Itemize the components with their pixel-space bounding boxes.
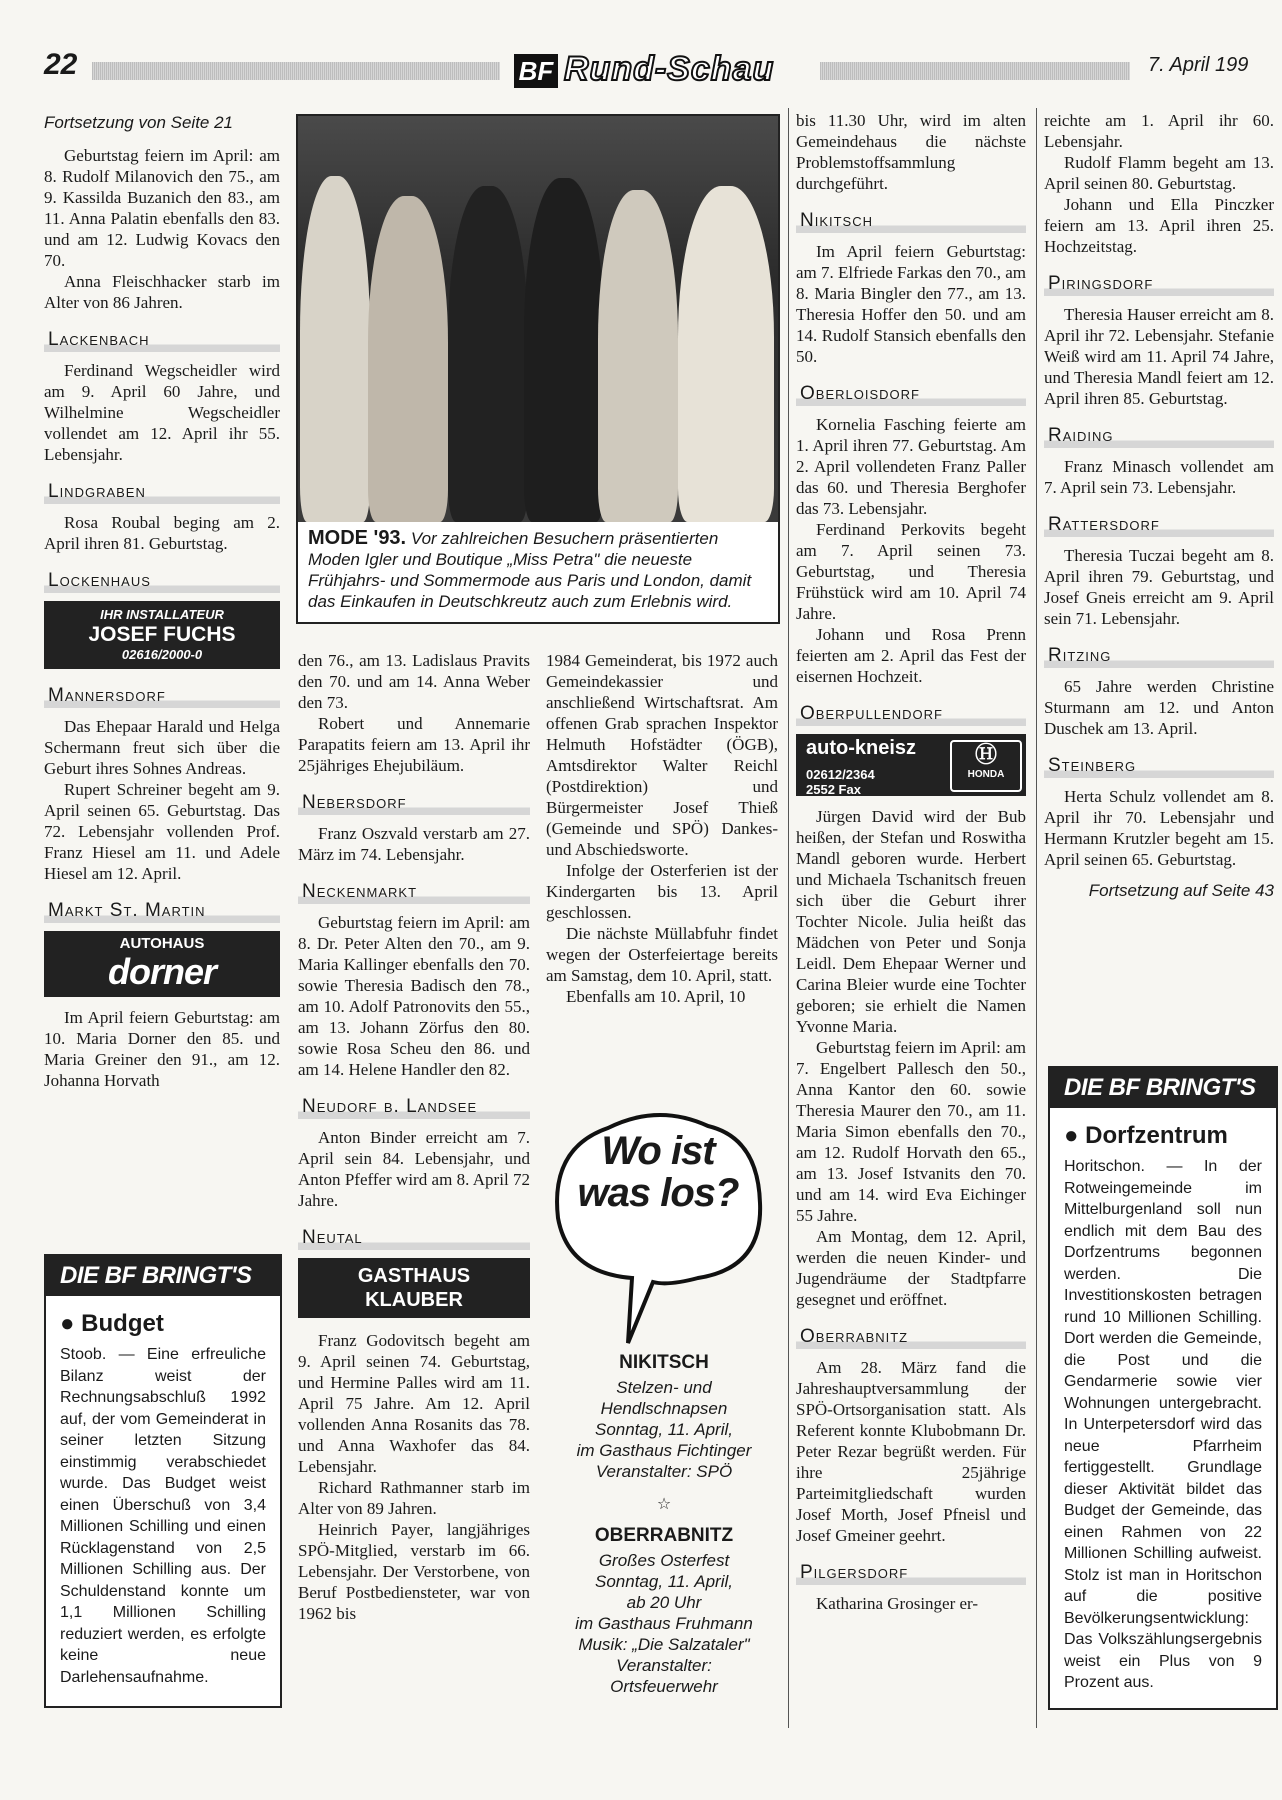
ad-gasthaus-klauber bbox=[298, 1258, 530, 1318]
news-box-title-text: Budget bbox=[81, 1310, 164, 1337]
ad-josef-fuchs bbox=[44, 601, 280, 669]
paragraph: Herta Schulz vollendet am 8. April ihr 70. Lebensjahr und Hermann Krutzler begeht am 15. April seinen 65. Geburtstag. bbox=[1044, 787, 1274, 869]
event-place: OBERRABNITZ bbox=[594, 1525, 734, 1546]
paragraph: 65 Jahre werden Christine Sturmann am 12. und Anton Duschek am 13. April. bbox=[1044, 677, 1274, 738]
paragraph: den 76., am 13. Ladislaus Pravits den 70. und am 14. Anna Weber den 73. bbox=[298, 651, 530, 712]
paragraph: Das Ehepaar Harald und Helga Schermann freut sich über die Geburt ihres Sohnes Andreas. bbox=[44, 717, 280, 778]
section-heading-rattersdorf: Rattersdorf bbox=[1044, 512, 1274, 537]
photo-figure bbox=[524, 178, 604, 522]
event-line: Hendlschnapsen bbox=[600, 1399, 728, 1418]
news-box-dorfzentrum bbox=[1048, 1066, 1278, 1710]
header-bar-right bbox=[820, 62, 1130, 80]
paragraph: 1984 Gemeinderat, bis 1972 auch Gemeindekassier und anschließend Wirtschaftsrat. Am offenen Grab sprachen Inspektor Helmuth Hofstädter (ÖGB), Amtsdirektor Walter Reichl (Postdirektion) und Bürgermeister Josef Thieß (Gemeinde und SPÖ) Dankes- und Abschiedsworte. bbox=[546, 651, 778, 859]
ad-phone: 02616/2000-0 bbox=[121, 647, 203, 662]
paragraph: Johann und Ella Pinczker feiern am 13. April ihren 25. Hochzeitstag. bbox=[1044, 195, 1274, 256]
honda-h-icon: Ⓗ bbox=[974, 742, 997, 767]
event-line: Musik: „Die Salzataler" bbox=[578, 1635, 750, 1654]
caption-text: Vor zahlreichen Besuchern präsentierten Moden Igler und Boutique „Miss Petra" die neueste Frühjahrs- und Sommermode aus Paris und London, damit das Einkaufen in Deutschkreutz auch zum Erlebnis wird. bbox=[308, 529, 752, 611]
paragraph: Jürgen David wird der Bub heißen, der Stefan und Roswitha Mandl geboren wurde. Herbert und Michaela Tschanitsch freuen sich über die Geburt ihrer Tochter Nicole. Julia heißt das Mädchen von Peter und Sonja Leidl. Dem Ehepaar Werner und Carina Bleier wurde eine Tochter geboren; sie erhielt die Namen Yvonne Maria. bbox=[796, 807, 1026, 1036]
ad-name: auto-kneisz bbox=[806, 737, 917, 759]
paragraph: Ferdinand Wegscheidler wird am 9. April 60 Jahre, und Wilhelmine Wegscheidler vollendet am 12. April ihr 55. Lebensjahr. bbox=[44, 361, 280, 464]
bubble-text: Wo ist was los? bbox=[577, 1129, 739, 1215]
paragraph: Im April feiern Geburtstag: am 7. Elfriede Farkas den 70., am 8. Maria Bingler den 77., am 13. Theresia Hoffer den 50. und am 14. Rudolf Stansich ebenfalls den 50. bbox=[796, 242, 1026, 366]
paragraph: Die nächste Müllabfuhr findet wegen der Osterfeiertage bereits am Samstag, dem 10. April, statt. bbox=[546, 924, 778, 985]
photo-figure bbox=[678, 186, 774, 522]
news-box-title bbox=[1064, 1122, 1276, 1150]
section-heading-nebersdorf: Nebersdorf bbox=[298, 790, 530, 815]
column-rule bbox=[788, 108, 789, 1728]
section-heading-neudorf: Neudorf b. Landsee bbox=[298, 1094, 530, 1119]
section-heading-neckenmarkt: Neckenmarkt bbox=[298, 879, 530, 904]
ad-phone: 02612/2364 bbox=[806, 767, 875, 782]
honda-brand: HONDA bbox=[967, 769, 1005, 780]
paragraph: Anton Binder erreicht am 7. April sein 84. Lebensjahr, und Anton Pfeffer wird am 8. April 72 Jahre. bbox=[298, 1128, 530, 1210]
section-heading-markt-st-martin: Markt St. Martin bbox=[44, 898, 280, 923]
news-box-title bbox=[60, 1310, 280, 1338]
ad-fax: 2552 Fax bbox=[806, 782, 861, 797]
events-listing bbox=[548, 1352, 780, 1697]
paragraph: Robert und Annemarie Parapatits feiern am 13. April ihr 25jähriges Ehejubiläum. bbox=[298, 714, 530, 775]
event-place: NIKITSCH bbox=[619, 1352, 709, 1373]
section-heading-piringsdorf: Piringsdorf bbox=[1044, 271, 1274, 296]
paragraph: Franz Oszvald verstarb am 27. März im 74. Lebensjahr. bbox=[298, 824, 530, 864]
section-heading-raiding: Raiding bbox=[1044, 423, 1274, 448]
paragraph: Im April feiern Geburtstag: am 10. Maria Dorner den 85. und Maria Greiner den 91., am 12. Johanna Horvath bbox=[44, 1008, 280, 1090]
fashion-photo bbox=[296, 114, 780, 524]
logo-bf-badge: BF bbox=[514, 54, 558, 88]
paragraph: Rupert Schreiner begeht am 9. April seinen 65. Geburtstag. Das 72. Lebensjahr vollenden Prof. Franz Hiesel am 11. und Adele Hiesel am 12. April. bbox=[44, 780, 280, 883]
news-box-budget bbox=[44, 1254, 282, 1708]
star-divider-icon: ☆ bbox=[656, 1496, 672, 1513]
event-line: Großes Osterfest bbox=[598, 1551, 730, 1570]
ad-tagline: AUTOHAUS bbox=[119, 935, 205, 952]
ad-line: GASTHAUS bbox=[357, 1265, 471, 1287]
event-line: ab 20 Uhr bbox=[626, 1593, 702, 1612]
paragraph: Geburtstag feiern im April: am 8. Dr. Peter Alten den 70., am 9. Maria Kallinger ebenfalls den 70. sowie Theresia Badisch den 78., am 10. Adolf Patronovits den 55., am 13. Johann Zörfus den 80. sowie Rosa Scheu den 86. und am 14. Helene Handler den 82. bbox=[298, 913, 530, 1079]
events-speech-bubble bbox=[548, 1108, 768, 1348]
event-line: Stelzen- und bbox=[616, 1378, 712, 1397]
paragraph: Anna Fleischhacker starb im Alter von 86 Jahren. bbox=[44, 272, 280, 312]
event-line: Veranstalter: SPÖ bbox=[595, 1462, 733, 1481]
paragraph: reichte am 1. April ihr 60. Lebensjahr. bbox=[1044, 111, 1274, 151]
photo-figure bbox=[448, 186, 528, 522]
section-heading-lackenbach: Lackenbach bbox=[44, 327, 280, 352]
masthead-logo bbox=[514, 50, 814, 92]
header-bar-left bbox=[92, 62, 500, 80]
paragraph: Geburtstag feiern im April: am 7. Engelbert Pallesch den 50., Anna Kantor den 60. sowie Theresia Maurer den 70., am 11. Maria Simon ebenfalls den 70., am 12. Rudolf Horvath den 65., am 13. Josef Istvanits den 70. und am 14. wird Eva Eichinger 55 Jahre. bbox=[796, 1038, 1026, 1225]
paragraph: Ferdinand Perkovits begeht am 7. April seinen 73. Geburtstag, und Theresia Frühstück wird am 10. April 74 Jahre. bbox=[796, 520, 1026, 623]
caption-lead: MODE '93. bbox=[308, 527, 407, 549]
news-box-header: DIE BF BRINGT'S bbox=[46, 1256, 280, 1296]
section-heading-neutal: Neutal bbox=[298, 1225, 530, 1250]
paragraph: Johann und Rosa Prenn feierten am 2. April das Fest der eisernen Hochzeit. bbox=[796, 625, 1026, 686]
section-heading-ritzing: Ritzing bbox=[1044, 643, 1274, 668]
ad-auto-kneisz bbox=[796, 734, 1026, 796]
ad-name: JOSEF FUCHS bbox=[88, 623, 236, 646]
section-heading-oberloisdorf: Oberloisdorf bbox=[796, 381, 1026, 406]
column-2 bbox=[298, 650, 530, 1624]
column-4 bbox=[796, 110, 1026, 1614]
paragraph: Heinrich Payer, langjähriges SPÖ-Mitglied, verstarb im 66. Lebensjahr. Der Verstorbene, von Beruf Postbediensteter, war von 1962 bis bbox=[298, 1520, 530, 1623]
continued-from: Fortsetzung von Seite 21 bbox=[44, 113, 234, 132]
paragraph: Geburtstag feiern im April: am 8. Rudolf Milanovich den 75., am 9. Kassilda Buzanich den 83., am 11. Anna Palatin ebenfalls den 83. und am 12. Ludwig Kovacs den 70. bbox=[44, 146, 280, 270]
photo-caption bbox=[308, 528, 768, 612]
logo-title: Rund-Schau bbox=[564, 50, 775, 88]
paragraph: Ebenfalls am 10. April, 10 bbox=[566, 987, 746, 1006]
section-heading-oberrabnitz: Oberrabnitz bbox=[796, 1324, 1026, 1349]
paragraph: Rosa Roubal beging am 2. April ihren 81. Geburtstag. bbox=[44, 513, 280, 553]
ad-tagline: IHR INSTALLATEUR bbox=[100, 607, 224, 622]
ad-logo-text: dorner bbox=[107, 951, 216, 992]
ad-line: KLAUBER bbox=[365, 1289, 463, 1311]
paragraph: Kornelia Fasching feierte am 1. April ihren 77. Geburtstag. Am 2. April vollendeten Franz Paller das 60. und Theresia Berghofer das 73. Lebensjahr. bbox=[796, 415, 1026, 518]
column-rule bbox=[1036, 108, 1037, 1728]
issue-date: 7. April 199 bbox=[1148, 54, 1249, 76]
section-heading-lockenhaus: Lockenhaus bbox=[44, 568, 280, 593]
section-heading-oberpullendorf: Oberpullendorf bbox=[796, 701, 1026, 726]
photo-figure bbox=[300, 176, 370, 522]
paragraph: Am Montag, dem 12. April, werden die neuen Kinder- und Jugendräume der Stadtpfarre gesegnet und eröffnet. bbox=[796, 1227, 1026, 1309]
paragraph: Rudolf Flamm begeht am 13. April seinen 80. Geburtstag. bbox=[1044, 153, 1274, 193]
news-box-header: DIE BF BRINGT'S bbox=[1050, 1068, 1276, 1108]
event-line: im Gasthaus Fichtinger bbox=[576, 1441, 752, 1460]
news-box-title-text: Dorfzentrum bbox=[1085, 1122, 1228, 1149]
section-heading-nikitsch: Nikitsch bbox=[796, 208, 1026, 233]
section-heading-pilgersdorf: Pilgersdorf bbox=[796, 1560, 1026, 1585]
paragraph: Theresia Hauser erreicht am 8. April ihr 72. Lebensjahr. Stefanie Weiß wird am 11. April 74 Jahre, und Theresia Mandl feiert am 12. April ihren 85. Geburtstag. bbox=[1044, 305, 1274, 408]
paragraph: Franz Godovitsch begeht am 9. April seinen 74. Geburtstag, und Hermine Palles wird am 11. April 75 Jahre. Am 12. April vollenden Anna Rosanits das 78. und Anna Waxhofer das 84. Lebensjahr. bbox=[298, 1331, 530, 1476]
paragraph: Katharina Grosinger er- bbox=[816, 1594, 979, 1613]
section-heading-steinberg: Steinberg bbox=[1044, 753, 1274, 778]
event-line: Veranstalter: bbox=[616, 1656, 712, 1675]
paragraph: Infolge der Osterferien ist der Kindergarten bis 13. April geschlossen. bbox=[546, 861, 778, 922]
page-number: 22 bbox=[44, 48, 78, 81]
event-line: Sonntag, 11. April, bbox=[595, 1572, 733, 1591]
event-line: im Gasthaus Fruhmann bbox=[575, 1614, 753, 1633]
column-1 bbox=[44, 112, 280, 1091]
paragraph: Franz Minasch vollendet am 7. April sein 73. Lebensjahr. bbox=[1044, 457, 1274, 497]
section-heading-mannersdorf: Mannersdorf bbox=[44, 683, 280, 708]
news-box-body: Stoob. — Eine erfreuliche Bilanz weist der Rechnungsabschluß 1992 auf, der vom Gemeinderat in seiner letzten Sitzung einstimmig verabschiedet wurde. Das Budget weist einen Überschuß von 3,4 Millionen Schilling und einen Rücklagenstand von 2,5 Millionen Schilling aus. Der Schuldenstand konnte um 1,1 Millionen Schilling reduziert werden, es erfolgte keine neue Darlehensaufnahme. bbox=[60, 1346, 266, 1686]
news-box-body: Horitschon. — In der Rotweingemeinde im Mittelburgenland soll nun endlich mit dem Bau des Dorfzentrums begonnen werden. Die Investitionskosten betragen rund 10 Millionen Schilling. Dort werden die Gemeinde, die Post und die Gendarmerie sowie vier Wohnungen untergebracht. In Unterpetersdorf wird das neue Pfarrheim fertiggestellt. Grundlage dieser Aktivität bildet das Budget der Gemeinde, das einen Rahmen von 22 Millionen Schilling aufweist. Stolz ist man in Horitschon auf die positive Bevölkerungsentwicklung: Das Volkszählungsergebnis weist ein Plus von 9 Prozent aus. bbox=[1064, 1158, 1262, 1691]
column-3 bbox=[546, 650, 778, 1007]
photo-figure bbox=[598, 190, 678, 522]
honda-logo bbox=[950, 740, 1022, 792]
column-5 bbox=[1044, 110, 1274, 901]
bullet-icon: ● bbox=[60, 1310, 82, 1337]
section-heading-lindgraben: Lindgraben bbox=[44, 479, 280, 504]
paragraph: Theresia Tuczai begeht am 8. April ihren 79. Geburtstag, und Josef Gneis erreicht am 9. April sein 71. Lebensjahr. bbox=[1044, 546, 1274, 628]
paragraph: Am 28. März fand die Jahreshauptversammlung der SPÖ-Ortsorganisation statt. Als Referent konnte Klubobmann Dr. Peter Rezar begrüßt werden. Für ihre 25jährige Parteimitgliedschaft wurden Josef Morth, Josef Pfneisl und Josef Gmeiner geehrt. bbox=[796, 1358, 1026, 1545]
paragraph: bis 11.30 Uhr, wird im alten Gemeindehaus die nächste Problemstoffsammlung durchgeführt. bbox=[796, 111, 1026, 193]
continued-on: Fortsetzung auf Seite 43 bbox=[1088, 881, 1274, 900]
event-line: Ortsfeuerwehr bbox=[610, 1677, 718, 1696]
photo-figure bbox=[368, 196, 448, 522]
event-line: Sonntag, 11. April, bbox=[595, 1420, 733, 1439]
bullet-icon: ● bbox=[1064, 1122, 1086, 1149]
ad-autohaus-dorner bbox=[44, 931, 280, 997]
paragraph: Richard Rathmanner starb im Alter von 89 Jahren. bbox=[298, 1478, 530, 1518]
